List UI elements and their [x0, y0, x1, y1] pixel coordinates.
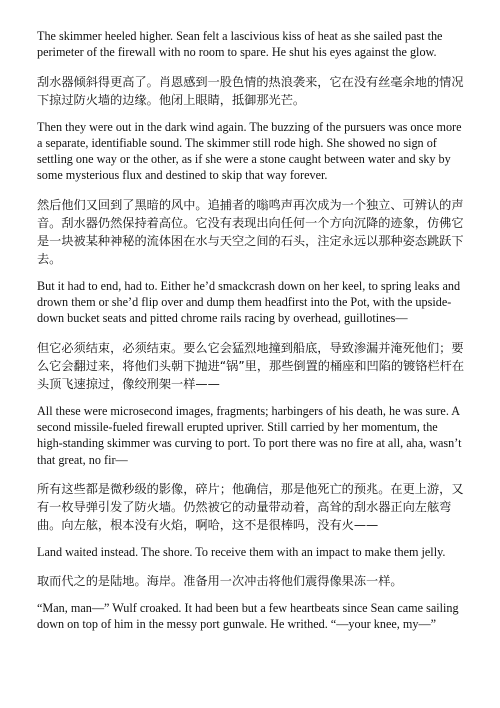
paragraph-en-2: Then they were out in the dark wind again. The buzzing of the pursuers was once more a separate, identifiable sound. The skimmer still rode high. She showed no sign of settling one way or the other, as if she were a stone caught between water and sky by some mysterious flux and destined to skip that way forever.	[37, 119, 462, 183]
paragraph-en-3: But it had to end, had to. Either he’d smackcrash down on her keel, to spring leaks and drown them or she’d flip over and dump them headfirst into the Pot, with the upside-down bucket seats and pitted chrome rails racing by overhead, guillotines—	[37, 278, 461, 326]
paragraph-en-5: Land waited instead. The shore. To receive them with an impact to make them jelly.	[37, 544, 446, 559]
paragraph-zh-2: 然后他们又回到了黑暗的风中。追捕者的嗡鸣声再次成为一个独立、可辨认的声音。刮水器仍然保持着高位。它没有表现出向任何一个方向沉降的迹象，仿佛它是一块被某种神秘的流体困在水与天空之间的石头，注定永远以那种姿态跳跃下去。	[37, 197, 464, 266]
document-page	[37, 28, 465, 633]
paragraph-en-4: All these were microsecond images, fragments; harbingers of his death, he was sure. A second missile-fueled firewall erupted upriver. Still carried by her momentum, the high-standing skimmer was curving to port. To port there was no fire at all, aha, wasn’t that great, no fir—	[37, 403, 462, 467]
paragraph-zh-3: 但它必须结束，必须结束。要么它会猛烈地撞到船底，导致渗漏并淹死他们；要么它会翻过来，将他们头朝下抛进“锅”里，那些倒置的桶座和凹陷的镀铬栏杆在头顶飞速掠过，像绞刑架一样——	[37, 340, 465, 391]
paragraph-en-1: The skimmer heeled higher. Sean felt a lascivious kiss of heat as she sailed past the perimeter of the firewall with no room to spare. He shut his eyes against the glow.	[37, 29, 443, 60]
paragraph-zh-4: 所有这些都是微秒级的影像，碎片；他确信，那是他死亡的预兆。在更上游，又有一枚导弹引发了防火墙。仍然被它的动量带动着，高耸的刮水器正向左舷弯曲。向左舷，根本没有火焰，啊哈，这不是很棒吗，没有火——	[37, 481, 464, 532]
paragraph-zh-1: 刮水器倾斜得更高了。肖恩感到一股色情的热浪袭来，它在没有丝毫余地的情况下掠过防火墙的边缘。他闭上眼睛，抵御那光芒。	[37, 74, 464, 107]
paragraph-zh-5: 取而代之的是陆地。海岸。准备用一次冲击将他们震得像果冻一样。	[37, 574, 403, 589]
paragraph-en-6: “Man, man—” Wulf croaked. It had been but a few heartbeats since Sean came sailing down on top of him in the messy port gunwale. He writhed. “—your knee, my—”	[37, 601, 459, 632]
